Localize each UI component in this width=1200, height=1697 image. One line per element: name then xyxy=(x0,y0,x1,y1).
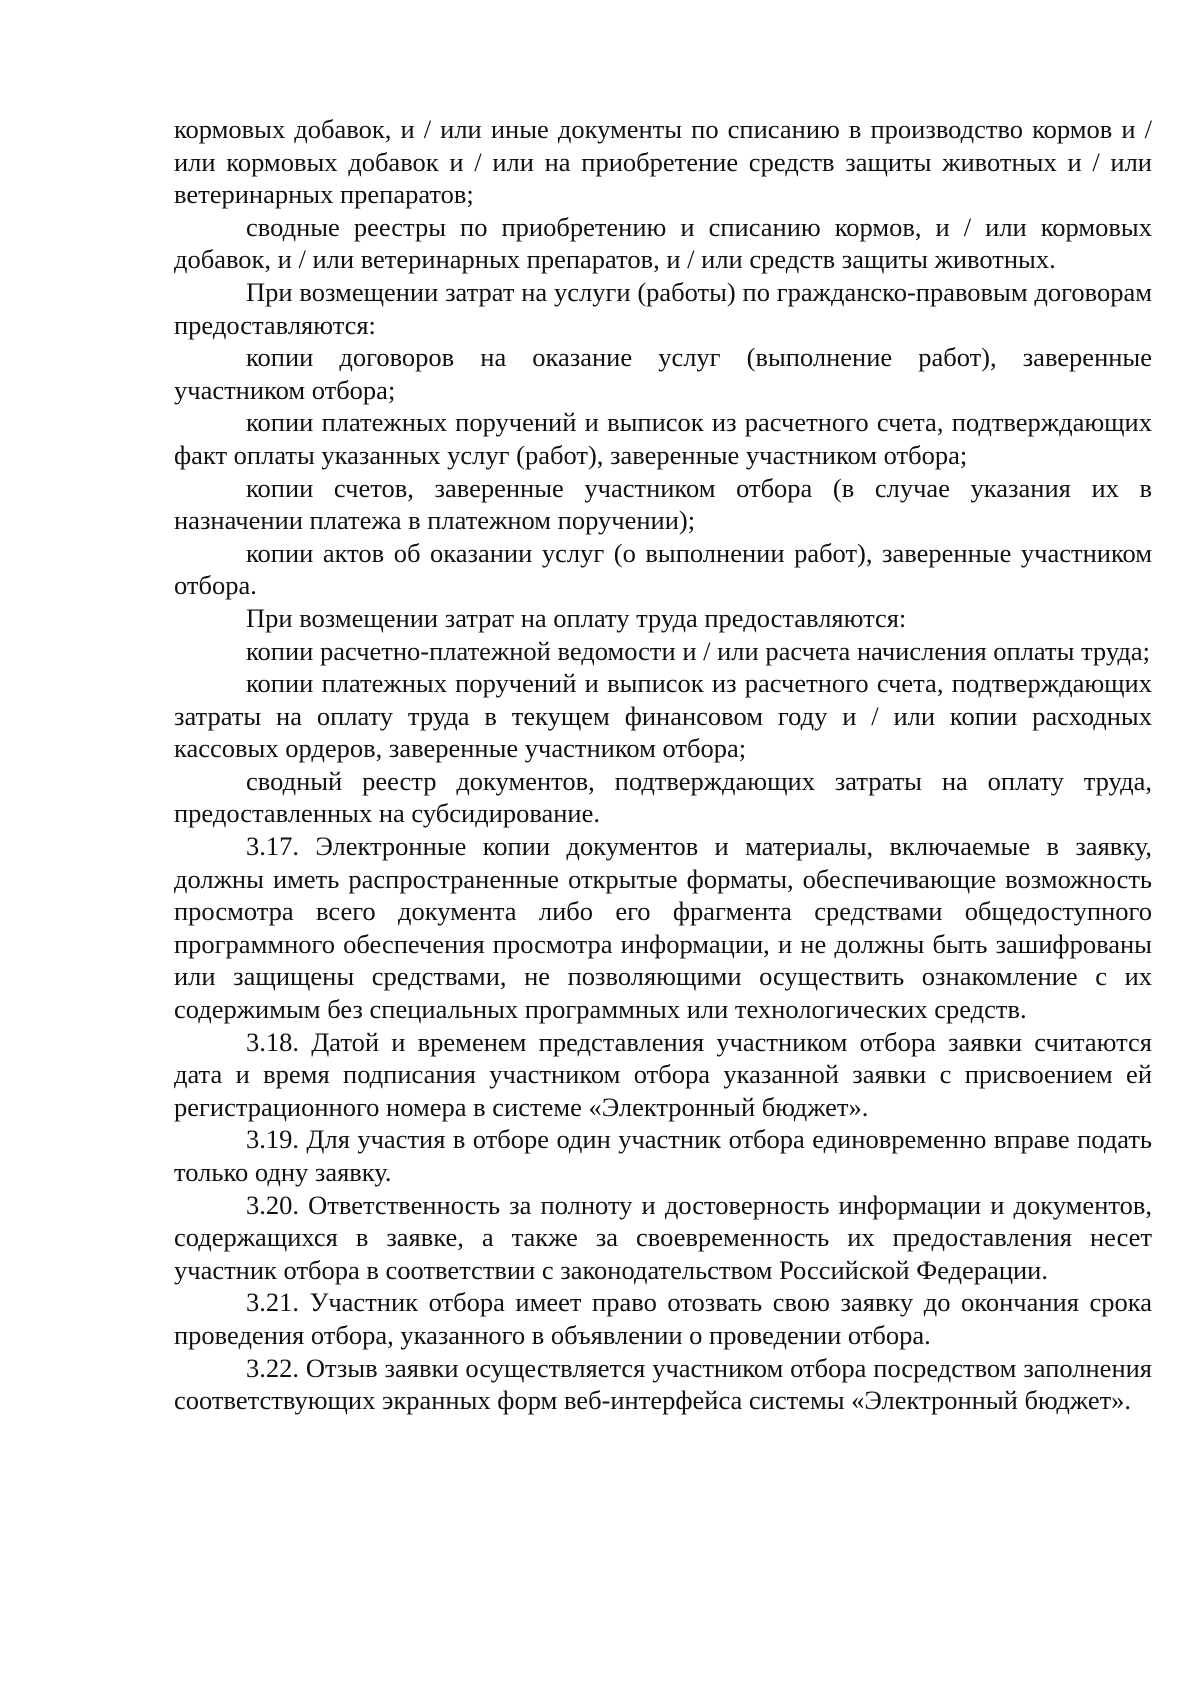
paragraph-labor-register: сводный реестр документов, подтверждающих затраты на оплату труда, предоставленных на субсидирование. xyxy=(174,765,1152,829)
paragraph-feed-additives-documents: кормовых добавок, и / или иные документы по списанию в производство кормов и / или кормовых добавок и / или на приобретение средств защиты животных и / или ветеринарных препаратов; xyxy=(174,114,1152,210)
paragraph-service-acts: копии актов об оказании услуг (о выполнении работ), заверенные участником отбора. xyxy=(174,537,1152,601)
paragraph-invoices: копии счетов, заверенные участником отбора (в случае указания их в назначении платежа в платежном поручении); xyxy=(174,472,1152,536)
paragraph-service-contracts: копии договоров на оказание услуг (выполнение работ), заверенные участником отбора; xyxy=(174,342,1152,405)
paragraph-clause-3-20: 3.20. Ответственность за полноту и достоверность информации и документов, содержащихся в заявке, а также за своевременность их предоставления несет участник отбора в соответствии с законодательством Российской Федерации. xyxy=(174,1189,1152,1285)
paragraph-payroll-statements: копии расчетно-платежной ведомости и / или расчета начисления оплаты труда; xyxy=(246,635,1151,666)
paragraph-labor-compensation: При возмещении затрат на оплату труда предоставляются: xyxy=(246,602,907,633)
paragraph-clause-3-22: 3.22. Отзыв заявки осуществляется участником отбора посредством заполнения соответствующих экранных форм веб-интерфейса системы «Электронный бюджет». xyxy=(174,1352,1152,1416)
paragraph-services-compensation: При возмещении затрат на услуги (работы) по гражданско-правовым договорам предоставляются: xyxy=(174,276,1152,340)
paragraph-clause-3-18: 3.18. Датой и временем представления участником отбора заявки считаются дата и время подписания участником отбора указанной заявки с присвоением ей регистрационного номера в системе «Электронный бюджет». xyxy=(174,1026,1152,1122)
paragraph-clause-3-17: 3.17. Электронные копии документов и материалы, включаемые в заявку, должны иметь распространенные открытые форматы, обеспечивающие возможность просмотра всего документа либо его фрагмента средствами общедоступного программного обеспечения просмотра информации, и не должны быть зашифрованы или защищены средствами, не позволяющими осуществить ознакомление с их содержимым без специальных программных или технологических средств. xyxy=(174,831,1152,1025)
paragraph-clause-3-21: 3.21. Участник отбора имеет право отозвать свою заявку до окончания срока проведения отбора, указанного в объявлении о проведении отбора. xyxy=(174,1287,1152,1350)
paragraph-summary-registers: сводные реестры по приобретению и списанию кормов, и / или кормовых добавок, и / или ветеринарных препаратов, и / или средств защиты животных. xyxy=(174,211,1152,275)
document-body xyxy=(174,113,1152,1417)
paragraph-clause-3-19: 3.19. Для участия в отборе один участник отбора единовременно вправе подать только одну заявку. xyxy=(174,1124,1152,1187)
paragraph-payment-orders-labor: копии платежных поручений и выписок из расчетного счета, подтверждающих затраты на оплату труда в текущем финансовом году и / или копии расходных кассовых ордеров, заверенные участником отбора; xyxy=(174,668,1152,764)
paragraph-payment-orders-services: копии платежных поручений и выписок из расчетного счета, подтверждающих факт оплаты указанных услуг (работ), заверенные участником отбора; xyxy=(174,407,1152,470)
